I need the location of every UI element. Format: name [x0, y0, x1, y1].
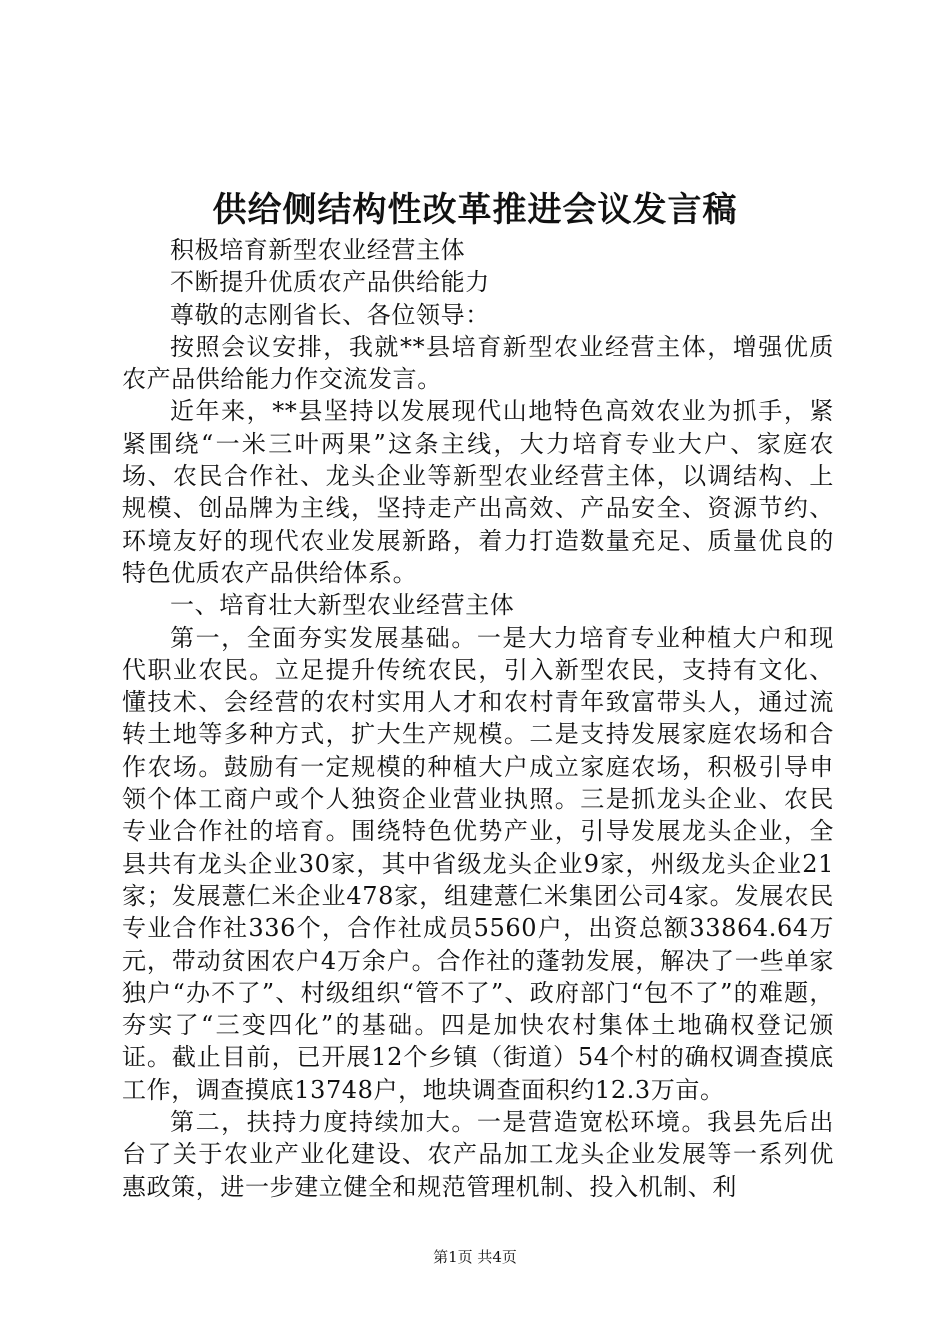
paragraph-subtitle-1: 积极培育新型农业经营主体 — [170, 236, 466, 264]
page-footer: 第1页 共4页 — [433, 1248, 517, 1266]
section-heading-1: 一、培育壮大新型农业经营主体 — [170, 591, 515, 620]
paragraph-salutation: 尊敬的志刚省长、各位领导： — [170, 300, 490, 329]
paragraph-subtitle-2: 不断提升优质农产品供给能力 — [170, 268, 490, 297]
document-body — [122, 234, 834, 1203]
paragraph-intro: 按照会议安排，我就**县培育新型农业经营主体，增强优质农产品供给能力作交流发言。 — [122, 332, 834, 394]
paragraph-overview: 近年来，**县坚持以发展现代山地特色高效农业为抓手，紧紧围绕“一米三叶两果”这条主线，大力培育专业大户、家庭农场、农民合作社、龙头企业等新型农业经营主体，以调结构、上规模、创品牌为主线，坚持走产出高效、产品安全、资源节约、环境友好的现代农业发展新路，着力打造数量充足、质量优良的特色优质农产品供给体系。 — [122, 397, 834, 587]
paragraph-first-point: 第一，全面夯实发展基础。一是大力培育专业种植大户和现代职业农民。立足提升传统农民，引入新型农民，支持有文化、懂技术、会经营的农村实用人才和农村青年致富带头人，通过流转土地等多种方式，扩大生产规模。二是支持发展家庭农场和合作农场。鼓励有一定规模的种植大户成立家庭农场，积极引导申领个体工商户或个人独资企业营业执照。三是抓龙头企业、农民专业合作社的培育。围绕特色优势产业，引导发展龙头企业，全县共有龙头企业30家，其中省级龙头企业9家，州级龙头企业21家；发展薏仁米企业478家，组建薏仁米集团公司4家。发展农民专业合作社336个，合作社成员5560户，出资总额33864.64万元，带动贫困农户4万余户。合作社的蓬勃发展，解决了一些单家独户“办不了”、村级组织“管不了”、政府部门“包不了”的难题，夯实了“三变四化”的基础。四是加快农村集体土地确权登记颁证。截止目前，已开展12个乡镇（街道）54个村的确权调查摸底工作，调查摸底13748户，地块调查面积约12.3万亩。 — [122, 623, 834, 1104]
document-title: 供给侧结构性改革推进会议发言稿 — [212, 190, 738, 230]
paragraph-second-point: 第二，扶持力度持续加大。一是营造宽松环境。我县先后出台了关于农业产业化建设、农产品加工龙头企业发展等一系列优惠政策，进一步建立健全和规范管理机制、投入机制、利 — [122, 1108, 834, 1201]
